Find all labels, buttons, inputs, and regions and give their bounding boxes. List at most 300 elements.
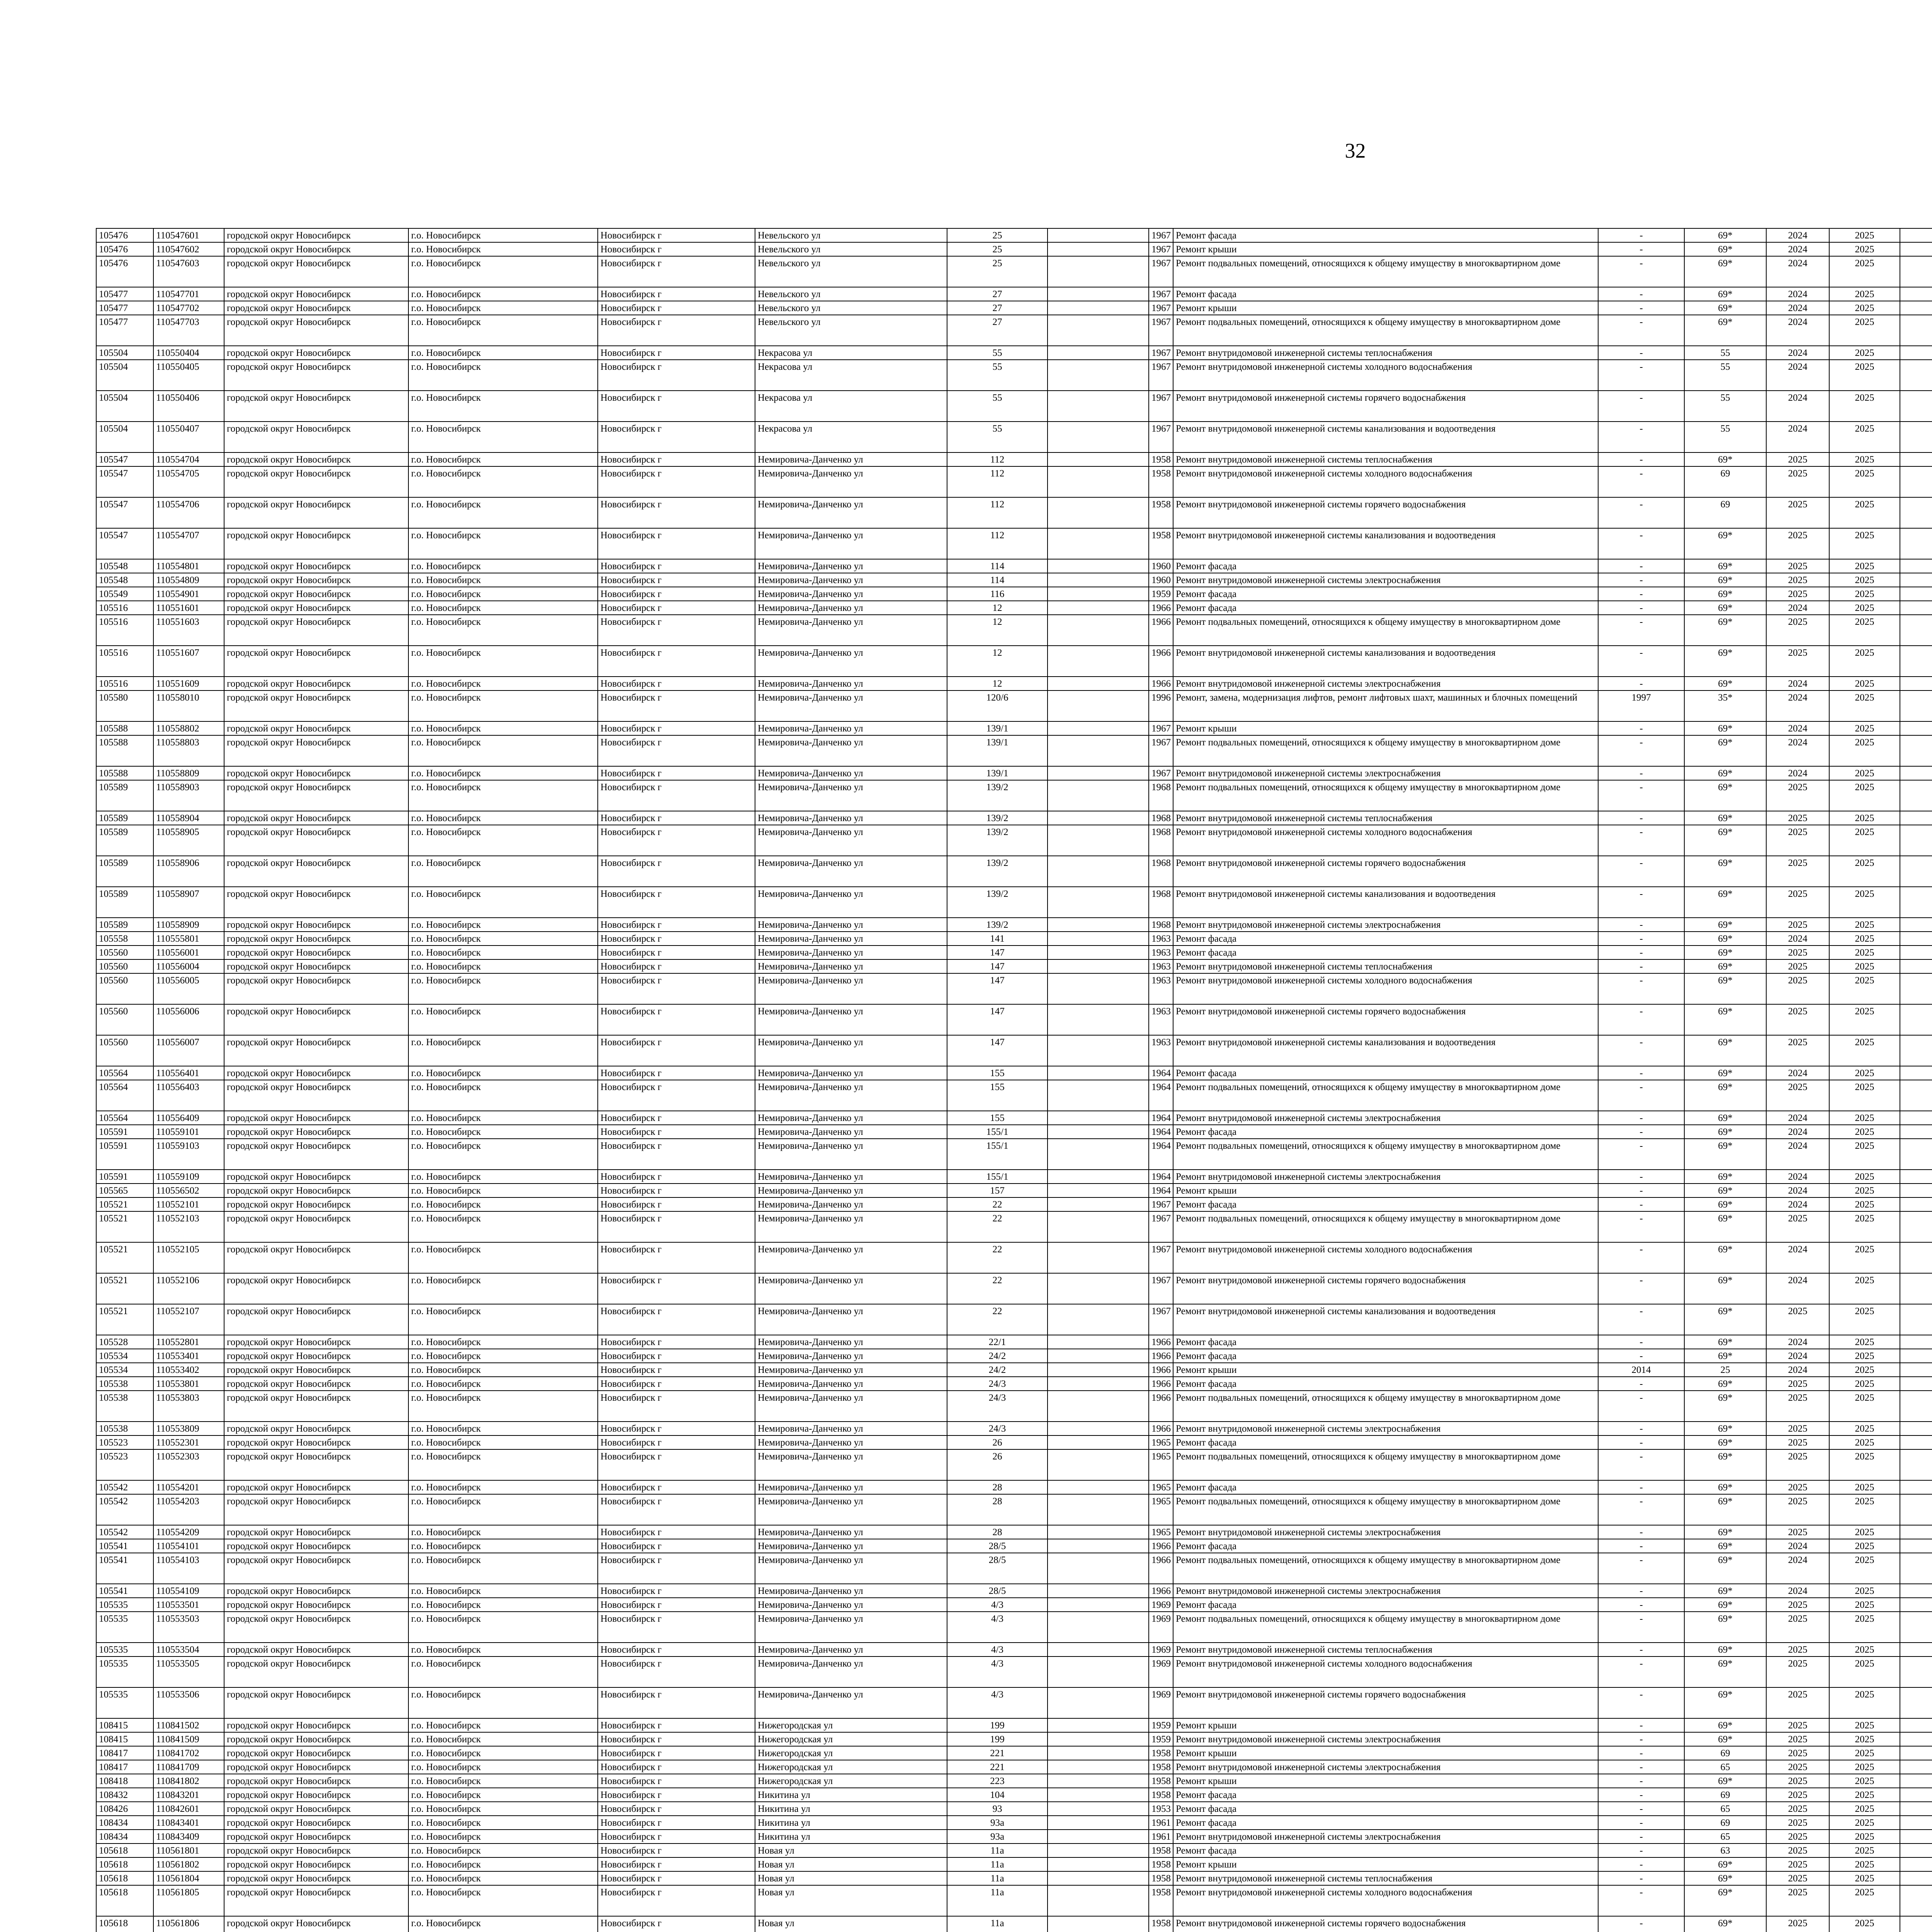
cell-work-type: Ремонт внутридомовой инженерной системы теплоснабжения [1173,452,1598,466]
cell-house-id: 105542 [96,1525,153,1539]
cell-building [1048,1885,1149,1916]
cell-work-id: 110558909 [153,918,224,932]
cell-plan-start-year: 2024 [1766,1335,1829,1349]
cell-urban-district: г.о. Новосибирск [408,615,598,646]
cell-street: Немировича-Данченко ул [755,1643,947,1656]
cell-municipality: городской округ Новосибирск [224,1857,408,1871]
cell-plan-end-year: 2025 [1829,1816,1900,1830]
table-row [96,228,1932,242]
cell-work-type: Ремонт внутридомовой инженерной системы электроснабжения [1173,1760,1598,1774]
cell-build-year: 1959 [1149,1718,1173,1732]
cell-wear-percent: 69* [1684,1304,1766,1335]
table-row [96,918,1932,932]
cell-municipality: городской округ Новосибирск [224,1687,408,1718]
cell-building [1048,1871,1149,1885]
cell-municipality: городской округ Новосибирск [224,315,408,346]
cell-work-id: 110841709 [153,1760,224,1774]
cell-house-id: 105516 [96,677,153,690]
cell-work-type: Ремонт подвальных помещений, относящихся к общему имуществу в многоквартирном доме [1173,780,1598,811]
cell-locality: Новосибирск г [598,256,755,287]
cell-building [1048,1774,1149,1788]
cell-total-cost [1900,1273,1932,1304]
table-row [96,360,1932,391]
cell-last-repair-year: - [1598,1004,1684,1035]
table-row [96,973,1932,1004]
cell-plan-end-year: 2025 [1829,856,1900,887]
cell-urban-district: г.о. Новосибирск [408,1494,598,1525]
cell-street: Немировича-Данченко ул [755,721,947,735]
cell-locality: Новосибирск г [598,1885,755,1916]
cell-build-year: 1968 [1149,780,1173,811]
cell-municipality: городской округ Новосибирск [224,1718,408,1732]
cell-work-type: Ремонт фасада [1173,228,1598,242]
cell-total-cost [1900,1857,1932,1871]
cell-plan-start-year: 2025 [1766,1871,1829,1885]
cell-municipality: городской округ Новосибирск [224,825,408,856]
cell-house-id: 108434 [96,1830,153,1844]
cell-municipality: городской округ Новосибирск [224,887,408,918]
cell-house-id: 108417 [96,1746,153,1760]
cell-work-id: 110558802 [153,721,224,735]
cell-total-cost [1900,615,1932,646]
cell-street: Немировича-Данченко ул [755,573,947,587]
cell-locality: Новосибирск г [598,932,755,946]
cell-work-id: 110550407 [153,422,224,452]
cell-house-number: 139/1 [947,766,1048,780]
cell-work-id: 110559101 [153,1125,224,1139]
cell-municipality: городской округ Новосибирск [224,1004,408,1035]
cell-house-number: 112 [947,452,1048,466]
cell-house-id: 105618 [96,1916,153,1932]
cell-work-id: 110551609 [153,677,224,690]
cell-urban-district: г.о. Новосибирск [408,735,598,766]
table-row [96,1080,1932,1111]
cell-total-cost [1900,1643,1932,1656]
cell-wear-percent: 65 [1684,1760,1766,1774]
cell-wear-percent: 65 [1684,1802,1766,1816]
cell-work-type: Ремонт внутридомовой инженерной системы электроснабжения [1173,1525,1598,1539]
cell-plan-end-year: 2025 [1829,1494,1900,1525]
cell-wear-percent: 69* [1684,932,1766,946]
cell-work-id: 110558803 [153,735,224,766]
cell-municipality: городской округ Новосибирск [224,573,408,587]
cell-urban-district: г.о. Новосибирск [408,721,598,735]
cell-house-number: 155/1 [947,1125,1048,1139]
table-row [96,1242,1932,1273]
cell-total-cost [1900,766,1932,780]
cell-urban-district: г.о. Новосибирск [408,1242,598,1273]
cell-work-type: Ремонт внутридомовой инженерной системы канализования и водоотведения [1173,1304,1598,1335]
cell-building [1048,1139,1149,1170]
cell-locality: Новосибирск г [598,1273,755,1304]
cell-street: Немировича-Данченко ул [755,856,947,887]
cell-house-number: 112 [947,528,1048,559]
cell-building [1048,646,1149,677]
cell-work-id: 110554705 [153,466,224,497]
cell-build-year: 1965 [1149,1449,1173,1480]
cell-house-number: 221 [947,1746,1048,1760]
cell-street: Немировича-Данченко ул [755,601,947,615]
cell-municipality: городской округ Новосибирск [224,1363,408,1377]
cell-street: Немировича-Данченко ул [755,1242,947,1273]
cell-locality: Новосибирск г [598,1732,755,1746]
cell-plan-start-year: 2024 [1766,315,1829,346]
cell-work-id: 110553401 [153,1349,224,1363]
cell-house-number: 12 [947,677,1048,690]
cell-house-id: 108415 [96,1732,153,1746]
cell-work-id: 110561802 [153,1857,224,1871]
cell-building [1048,1656,1149,1687]
cell-municipality: городской округ Новосибирск [224,1539,408,1553]
cell-urban-district: г.о. Новосибирск [408,1885,598,1916]
cell-street: Некрасова ул [755,360,947,391]
cell-building [1048,1066,1149,1080]
cell-street: Немировича-Данченко ул [755,1004,947,1035]
cell-municipality: городской округ Новосибирск [224,1480,408,1494]
cell-total-cost [1900,301,1932,315]
cell-street: Немировича-Данченко ул [755,780,947,811]
cell-building [1048,1480,1149,1494]
cell-plan-end-year: 2025 [1829,887,1900,918]
cell-house-number: 24/3 [947,1422,1048,1435]
cell-house-id: 105535 [96,1687,153,1718]
cell-house-id: 105547 [96,452,153,466]
cell-wear-percent: 69* [1684,1449,1766,1480]
cell-building [1048,1422,1149,1435]
cell-work-type: Ремонт крыши [1173,242,1598,256]
cell-locality: Новосибирск г [598,1035,755,1066]
cell-urban-district: г.о. Новосибирск [408,1335,598,1349]
cell-total-cost [1900,932,1932,946]
cell-building [1048,1830,1149,1844]
cell-street: Немировича-Данченко ул [755,1066,947,1080]
cell-total-cost [1900,1916,1932,1932]
cell-house-number: 28/5 [947,1553,1048,1584]
cell-building [1048,1494,1149,1525]
cell-build-year: 1967 [1149,735,1173,766]
cell-wear-percent: 69* [1684,1525,1766,1539]
cell-municipality: городской округ Новосибирск [224,287,408,301]
cell-street: Немировича-Данченко ул [755,1363,947,1377]
table-row [96,1718,1932,1732]
cell-build-year: 1964 [1149,1184,1173,1197]
cell-street: Немировича-Данченко ул [755,1349,947,1363]
cell-plan-end-year: 2025 [1829,1916,1900,1932]
cell-urban-district: г.о. Новосибирск [408,1139,598,1170]
table-row [96,315,1932,346]
cell-plan-end-year: 2025 [1829,466,1900,497]
cell-work-type: Ремонт внутридомовой инженерной системы горячего водоснабжения [1173,1916,1598,1932]
cell-house-number: 4/3 [947,1643,1048,1656]
cell-house-id: 105523 [96,1435,153,1449]
cell-street: Немировича-Данченко ул [755,1080,947,1111]
cell-house-number: 155 [947,1080,1048,1111]
cell-house-number: 27 [947,301,1048,315]
cell-house-id: 105560 [96,959,153,973]
cell-plan-end-year: 2025 [1829,1242,1900,1273]
cell-plan-end-year: 2025 [1829,677,1900,690]
cell-plan-start-year: 2024 [1766,1111,1829,1125]
cell-plan-start-year: 2024 [1766,1273,1829,1304]
table-row [96,1788,1932,1802]
cell-build-year: 1958 [1149,1746,1173,1760]
cell-municipality: городской округ Новосибирск [224,615,408,646]
cell-work-id: 110556401 [153,1066,224,1080]
table-row [96,346,1932,360]
cell-total-cost [1900,256,1932,287]
cell-locality: Новосибирск г [598,1857,755,1871]
cell-urban-district: г.о. Новосибирск [408,646,598,677]
cell-street: Немировича-Данченко ул [755,946,947,959]
cell-total-cost [1900,1391,1932,1422]
cell-work-id: 110556004 [153,959,224,973]
cell-build-year: 1966 [1149,601,1173,615]
cell-wear-percent: 25 [1684,1363,1766,1377]
cell-street: Немировича-Данченко ул [755,1211,947,1242]
cell-municipality: городской округ Новосибирск [224,811,408,825]
cell-work-type: Ремонт фасада [1173,1125,1598,1139]
cell-build-year: 1968 [1149,887,1173,918]
cell-urban-district: г.о. Новосибирск [408,315,598,346]
cell-house-number: 141 [947,932,1048,946]
cell-last-repair-year: - [1598,918,1684,932]
cell-plan-start-year: 2024 [1766,677,1829,690]
cell-work-type: Ремонт подвальных помещений, относящихся к общему имуществу в многоквартирном доме [1173,1080,1598,1111]
cell-locality: Новосибирск г [598,1760,755,1774]
cell-work-id: 110558907 [153,887,224,918]
cell-locality: Новосибирск г [598,242,755,256]
table-row [96,932,1932,946]
cell-work-type: Ремонт подвальных помещений, относящихся к общему имуществу в многоквартирном доме [1173,1391,1598,1422]
cell-work-type: Ремонт крыши [1173,301,1598,315]
cell-build-year: 1966 [1149,1377,1173,1391]
cell-urban-district: г.о. Новосибирск [408,1435,598,1449]
cell-total-cost [1900,1184,1932,1197]
cell-building [1048,1377,1149,1391]
cell-build-year: 1966 [1149,1335,1173,1349]
cell-wear-percent: 55 [1684,346,1766,360]
cell-work-type: Ремонт внутридомовой инженерной системы канализования и водоотведения [1173,1035,1598,1066]
cell-house-number: 28 [947,1525,1048,1539]
cell-plan-start-year: 2025 [1766,1788,1829,1802]
cell-urban-district: г.о. Новосибирск [408,1363,598,1377]
cell-municipality: городской округ Новосибирск [224,422,408,452]
cell-house-number: 26 [947,1449,1048,1480]
cell-house-id: 105589 [96,918,153,932]
cell-plan-start-year: 2024 [1766,1242,1829,1273]
cell-house-id: 108432 [96,1788,153,1802]
cell-wear-percent: 69* [1684,766,1766,780]
cell-house-number: 147 [947,1035,1048,1066]
cell-house-id: 105535 [96,1656,153,1687]
cell-total-cost [1900,242,1932,256]
cell-urban-district: г.о. Новосибирск [408,1197,598,1211]
cell-house-number: 112 [947,497,1048,528]
table-row [96,1422,1932,1435]
cell-work-type: Ремонт внутридомовой инженерной системы теплоснабжения [1173,811,1598,825]
cell-build-year: 1958 [1149,1871,1173,1885]
cell-plan-end-year: 2025 [1829,1687,1900,1718]
cell-building [1048,1525,1149,1539]
cell-municipality: городской округ Новосибирск [224,601,408,615]
cell-plan-end-year: 2025 [1829,1844,1900,1857]
table-row [96,1553,1932,1584]
cell-build-year: 1960 [1149,573,1173,587]
cell-work-id: 110553505 [153,1656,224,1687]
cell-plan-end-year: 2025 [1829,1760,1900,1774]
cell-street: Немировича-Данченко ул [755,528,947,559]
cell-work-id: 110556007 [153,1035,224,1066]
cell-work-id: 110843409 [153,1830,224,1844]
cell-plan-end-year: 2025 [1829,1184,1900,1197]
cell-total-cost [1900,1687,1932,1718]
cell-work-id: 110553402 [153,1363,224,1377]
cell-work-id: 110553504 [153,1643,224,1656]
cell-last-repair-year: - [1598,1422,1684,1435]
cell-street: Никитина ул [755,1816,947,1830]
cell-house-id: 105504 [96,422,153,452]
cell-wear-percent: 69* [1684,587,1766,601]
cell-total-cost [1900,735,1932,766]
cell-build-year: 1968 [1149,856,1173,887]
cell-last-repair-year: - [1598,1816,1684,1830]
cell-locality: Новосибирск г [598,721,755,735]
cell-plan-start-year: 2024 [1766,422,1829,452]
cell-municipality: городской округ Новосибирск [224,918,408,932]
table-row [96,256,1932,287]
cell-municipality: городской округ Новосибирск [224,735,408,766]
cell-last-repair-year: - [1598,422,1684,452]
cell-municipality: городской округ Новосибирск [224,1871,408,1885]
cell-urban-district: г.о. Новосибирск [408,1080,598,1111]
cell-build-year: 1958 [1149,1916,1173,1932]
cell-wear-percent: 69* [1684,1242,1766,1273]
cell-house-id: 105538 [96,1422,153,1435]
cell-locality: Новосибирск г [598,528,755,559]
cell-house-number: 139/2 [947,825,1048,856]
cell-house-number: 11а [947,1871,1048,1885]
cell-building [1048,1857,1149,1871]
cell-plan-start-year: 2024 [1766,601,1829,615]
cell-house-number: 27 [947,287,1048,301]
cell-house-id: 105591 [96,1125,153,1139]
cell-building [1048,887,1149,918]
cell-last-repair-year: - [1598,973,1684,1004]
cell-build-year: 1958 [1149,466,1173,497]
cell-locality: Новосибирск г [598,301,755,315]
cell-total-cost [1900,1494,1932,1525]
cell-urban-district: г.о. Новосибирск [408,1816,598,1830]
cell-locality: Новосибирск г [598,1480,755,1494]
cell-work-id: 110561805 [153,1885,224,1916]
cell-wear-percent: 69* [1684,615,1766,646]
cell-total-cost [1900,1760,1932,1774]
repair-register-table [96,228,1932,1932]
cell-municipality: городской округ Новосибирск [224,946,408,959]
cell-plan-start-year: 2024 [1766,360,1829,391]
cell-house-id: 105541 [96,1553,153,1584]
cell-plan-start-year: 2025 [1766,1435,1829,1449]
cell-total-cost [1900,1612,1932,1643]
cell-plan-end-year: 2025 [1829,811,1900,825]
cell-build-year: 1958 [1149,1885,1173,1916]
cell-urban-district: г.о. Новосибирск [408,1480,598,1494]
cell-wear-percent: 69* [1684,1494,1766,1525]
cell-building [1048,466,1149,497]
table-row [96,780,1932,811]
cell-building [1048,497,1149,528]
cell-plan-start-year: 2024 [1766,721,1829,735]
cell-plan-start-year: 2025 [1766,573,1829,587]
cell-house-number: 116 [947,587,1048,601]
cell-last-repair-year: - [1598,1732,1684,1746]
cell-work-type: Ремонт фасада [1173,1788,1598,1802]
cell-work-type: Ремонт фасада [1173,1349,1598,1363]
cell-work-type: Ремонт внутридомовой инженерной системы горячего водоснабжения [1173,1004,1598,1035]
cell-house-number: 93а [947,1816,1048,1830]
cell-total-cost [1900,1422,1932,1435]
cell-last-repair-year: - [1598,1916,1684,1932]
cell-house-id: 105538 [96,1391,153,1422]
cell-house-number: 147 [947,1004,1048,1035]
cell-locality: Новосибирск г [598,825,755,856]
cell-house-number: 24/2 [947,1363,1048,1377]
cell-house-id: 105523 [96,1449,153,1480]
table-row [96,1732,1932,1746]
cell-house-number: 93 [947,1802,1048,1816]
cell-municipality: городской округ Новосибирск [224,1184,408,1197]
cell-work-type: Ремонт внутридомовой инженерной системы электроснабжения [1173,677,1598,690]
cell-build-year: 1967 [1149,1197,1173,1211]
table-row [96,1004,1932,1035]
cell-street: Немировича-Данченко ул [755,1525,947,1539]
cell-street: Некрасова ул [755,422,947,452]
cell-work-type: Ремонт крыши [1173,1774,1598,1788]
cell-house-id: 105516 [96,646,153,677]
cell-total-cost [1900,856,1932,887]
cell-wear-percent: 35* [1684,690,1766,721]
cell-locality: Новосибирск г [598,1494,755,1525]
cell-street: Новая ул [755,1857,947,1871]
cell-locality: Новосибирск г [598,1304,755,1335]
cell-house-number: 114 [947,559,1048,573]
table-row [96,959,1932,973]
cell-urban-district: г.о. Новосибирск [408,1774,598,1788]
cell-total-cost [1900,1197,1932,1211]
cell-plan-start-year: 2024 [1766,301,1829,315]
cell-work-type: Ремонт фасада [1173,1539,1598,1553]
cell-municipality: городской округ Новосибирск [224,1449,408,1480]
cell-work-id: 110558904 [153,811,224,825]
cell-build-year: 1966 [1149,677,1173,690]
cell-municipality: городской округ Новосибирск [224,1885,408,1916]
cell-plan-start-year: 2025 [1766,1732,1829,1746]
cell-municipality: городской округ Новосибирск [224,1080,408,1111]
cell-last-repair-year: - [1598,1584,1684,1598]
cell-plan-end-year: 2025 [1829,946,1900,959]
cell-locality: Новосибирск г [598,1584,755,1598]
cell-work-id: 110556005 [153,973,224,1004]
cell-build-year: 1967 [1149,256,1173,287]
cell-street: Немировича-Данченко ул [755,1494,947,1525]
cell-total-cost [1900,1539,1932,1553]
cell-municipality: городской округ Новосибирск [224,1139,408,1170]
cell-municipality: городской округ Новосибирск [224,1553,408,1584]
cell-work-type: Ремонт внутридомовой инженерной системы канализования и водоотведения [1173,646,1598,677]
cell-total-cost [1900,1004,1932,1035]
cell-urban-district: г.о. Новосибирск [408,1422,598,1435]
cell-plan-start-year: 2024 [1766,932,1829,946]
